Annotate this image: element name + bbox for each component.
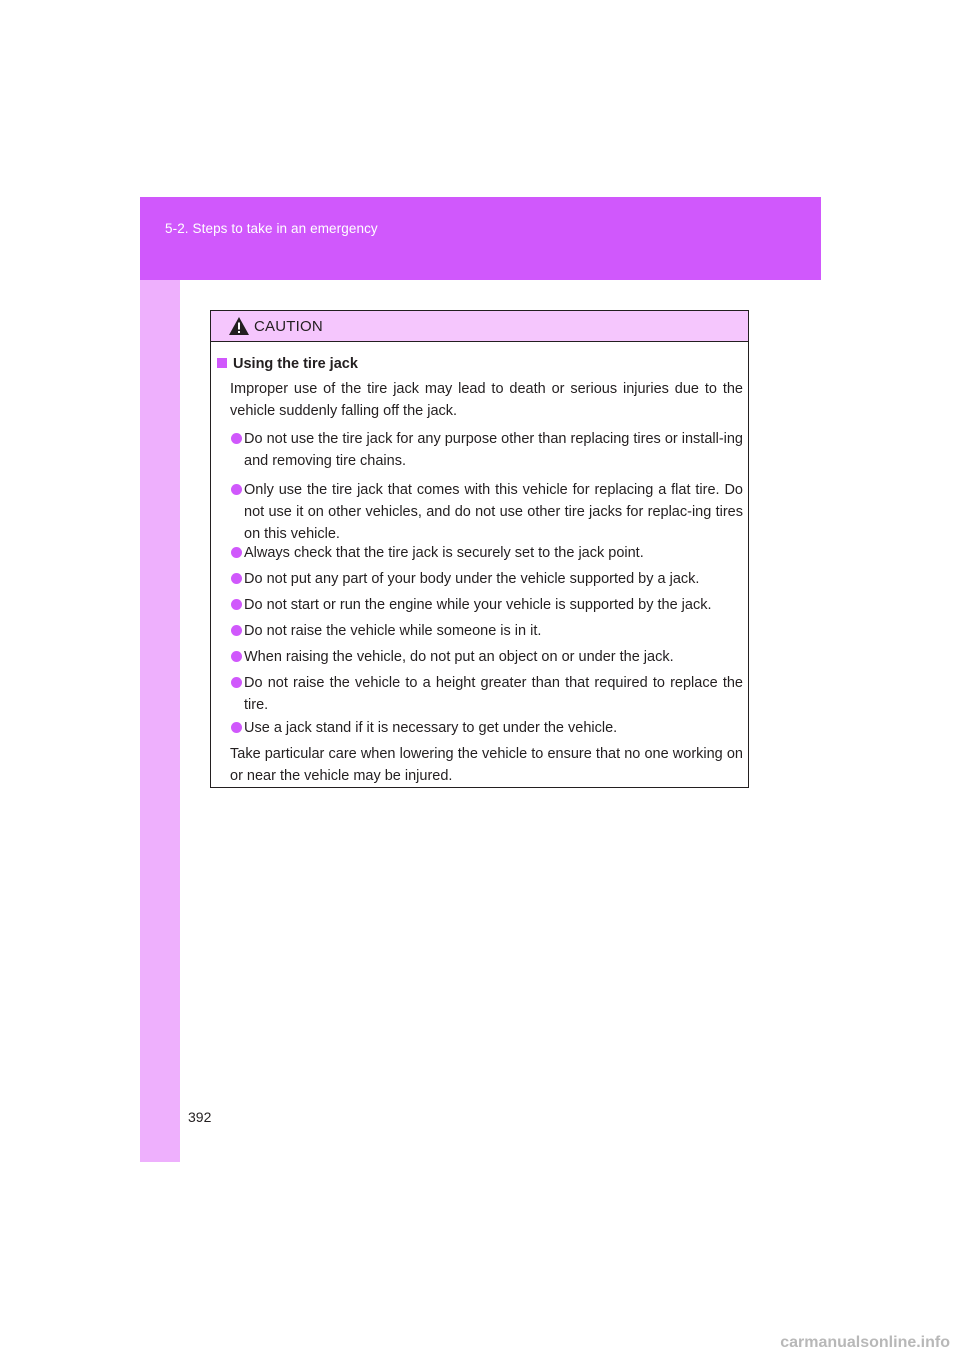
- caution-label: CAUTION: [254, 318, 323, 335]
- page-number: 392: [188, 1109, 212, 1125]
- chapter-header: [140, 197, 821, 280]
- square-bullet-icon: [217, 358, 227, 368]
- bullet-dot-icon: [231, 651, 242, 662]
- list-item: Do not raise the vehicle to a height greater than that required to replace the tire.: [230, 672, 743, 716]
- bullet-dot-icon: [231, 677, 242, 688]
- section-title: 5-2. Steps to take in an emergency: [165, 221, 378, 236]
- list-item: Use a jack stand if it is necessary to get under the vehicle.: [230, 717, 743, 739]
- caution-closing: Take particular care when lowering the vehicle to ensure that no one working on or near the vehicle may be injured.: [230, 746, 743, 784]
- caution-box: [210, 310, 749, 788]
- bullet-dot-icon: [231, 599, 242, 610]
- bullet-dot-icon: [231, 484, 242, 495]
- bullet-dot-icon: [231, 433, 242, 444]
- list-item: Do not use the tire jack for any purpose other than replacing tires or install-ing and removing tire chains.: [230, 428, 743, 472]
- bullet-dot-icon: [231, 722, 242, 733]
- subheading-text: Using the tire jack: [233, 356, 358, 372]
- caution-subheading: [217, 356, 358, 372]
- list-item: Do not raise the vehicle while someone is in it.: [230, 620, 743, 642]
- list-item: Do not put any part of your body under the vehicle supported by a jack.: [230, 568, 743, 590]
- caution-intro: Improper use of the tire jack may lead to death or serious injuries due to the vehicle suddenly falling off the jack.: [230, 381, 743, 419]
- bullet-dot-icon: [231, 625, 242, 636]
- list-item: Do not start or run the engine while your vehicle is supported by the jack.: [230, 594, 743, 616]
- warning-triangle-icon: [228, 316, 250, 336]
- bullet-dot-icon: [231, 547, 242, 558]
- chapter-sidebar: [140, 197, 180, 1162]
- bullet-dot-icon: [231, 573, 242, 584]
- watermark: carmanualsonline.info: [780, 1334, 950, 1351]
- list-item: When raising the vehicle, do not put an object on or under the jack.: [230, 646, 743, 668]
- list-item: Only use the tire jack that comes with this vehicle for replacing a flat tire. Do not use it on other vehicles, and do not use other tire jacks for replac-ing tires on this vehicle.: [230, 479, 743, 545]
- caution-header: [211, 311, 748, 342]
- list-item: Always check that the tire jack is securely set to the jack point.: [230, 542, 743, 564]
